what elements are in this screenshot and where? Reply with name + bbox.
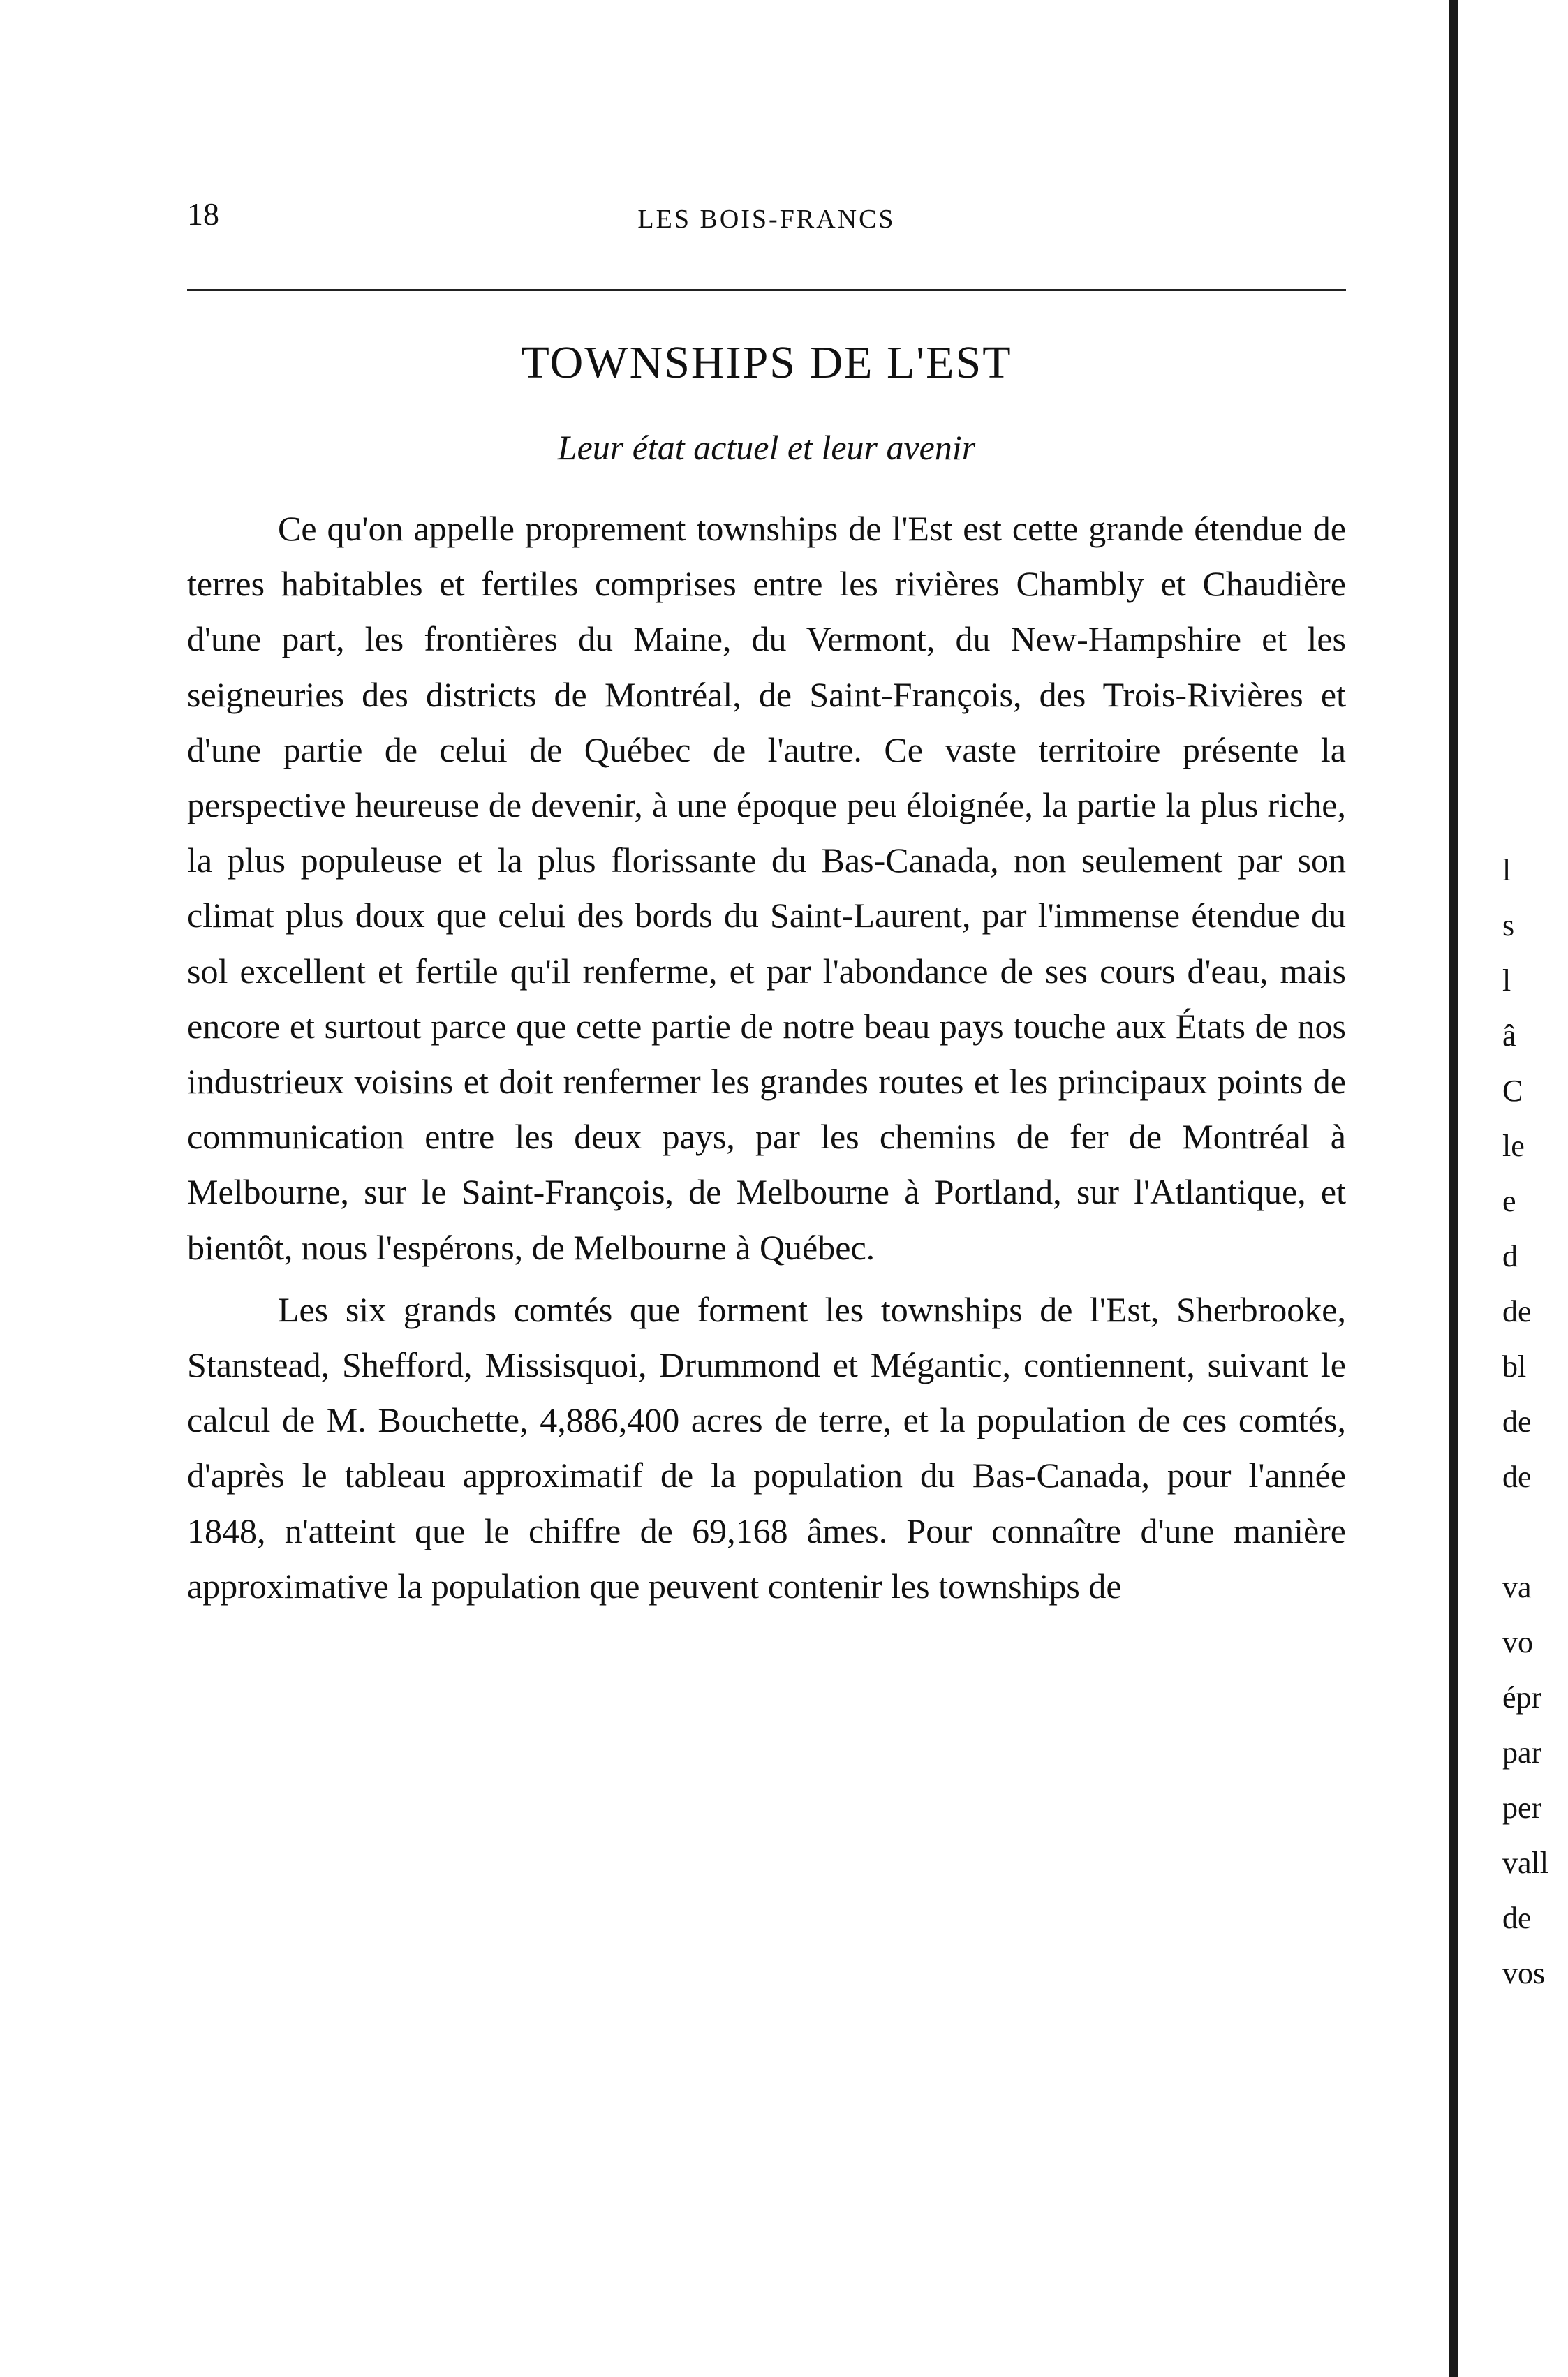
facing-page-fragment: vo: [1502, 1625, 1533, 1659]
facing-page-fragment: de: [1502, 1294, 1532, 1328]
facing-page-fragment: [1502, 677, 1568, 732]
facing-page-fragment: per: [1502, 1791, 1542, 1825]
facing-page-fragment: de: [1502, 1901, 1532, 1935]
facing-page-fragment: â: [1502, 1019, 1516, 1053]
facing-page-fragment: de: [1502, 1405, 1532, 1439]
facing-page-fragment: le: [1502, 1129, 1525, 1163]
facing-page-fragment: bl: [1502, 1349, 1527, 1384]
paragraph: Les six grands comtés que forment les townships de l'Est, Sherbrooke, Stanstead, Shefford, Missisquoi, Drummond et Mégantic, contiennent, suivant le calcul de M. Bouchette, 4,886,400 acres de terre, et la population de ces comtés, d'après le tableau approximatif de la population du Bas-Canada, pour l'année 1848, n'atteint que le chiffre de 69,168 âmes. Pour connaître d'une manière approximative la population que peuvent contenir les townships de: [187, 1289, 1346, 1606]
facing-page-fragment: de: [1502, 1460, 1532, 1494]
chapter-title: TOWNSHIPS DE L'EST: [521, 337, 1012, 388]
facing-page-fragment: e: [1502, 1184, 1516, 1218]
facing-page-fragment: [1502, 787, 1568, 843]
page-number: 18: [187, 196, 219, 232]
page-header: [187, 195, 1346, 244]
facing-page-fragment: par: [1502, 1735, 1542, 1770]
facing-page-fragment: l: [1502, 853, 1511, 887]
facing-page-fragment: épr: [1502, 1680, 1542, 1715]
facing-page-fragment: d: [1502, 1239, 1518, 1273]
chapter-subtitle: Leur état actuel et leur avenir: [557, 428, 976, 467]
running-head: LES BOIS-FRANCS: [637, 205, 896, 234]
facing-page-fragment: [1502, 1504, 1568, 1560]
facing-page-fragment: C: [1502, 1074, 1523, 1108]
facing-page-fragment: l: [1502, 963, 1511, 998]
facing-page-fragment: s: [1502, 908, 1515, 942]
facing-page-fragments: [1502, 677, 1568, 2001]
paragraph: Ce qu'on appelle proprement townships de l'Est est cette grande étendue de terres habitables et fertiles comprises entre les rivières Chambly et Chaudière d'une part, les frontières du Maine, du Vermont, du New-Hampshire et les seigneuries des districts de Montréal, de Saint-François, des Trois-Rivières et d'une partie de celui de Québec de l'autre. Ce vaste territoire présente la perspective heureuse de devenir, à une époque peu éloignée, la partie la plus riche, la plus populeuse et la plus florissante du Bas-Canada, non seulement par son climat plus doux que celui des bords du Saint-Laurent, par l'immense étendue du sol excellent et fertile qu'il renferme, et par l'abondance de ses cours d'eau, mais encore et surtout parce que cette partie de notre beau pays touche aux États de nos industrieux voisins et doit renfermer les grandes routes et les principaux points de communication entre les deux pays, par les chemins de fer de Montréal à Melbourne, sur le Saint-François, de Melbourne à Portland, sur l'Atlantique, et bientôt, nous l'espérons, de Melbourne à Québec.: [187, 509, 1346, 1267]
body-text: [187, 501, 1346, 1614]
facing-page-fragment: vos: [1502, 1956, 1546, 1990]
facing-page-fragment: [1502, 732, 1568, 787]
facing-page-fragment: vall: [1502, 1846, 1548, 1880]
facing-page-fragment: va: [1502, 1570, 1532, 1604]
page-edge-rule: [1449, 0, 1458, 2377]
header-rule: [187, 289, 1346, 291]
